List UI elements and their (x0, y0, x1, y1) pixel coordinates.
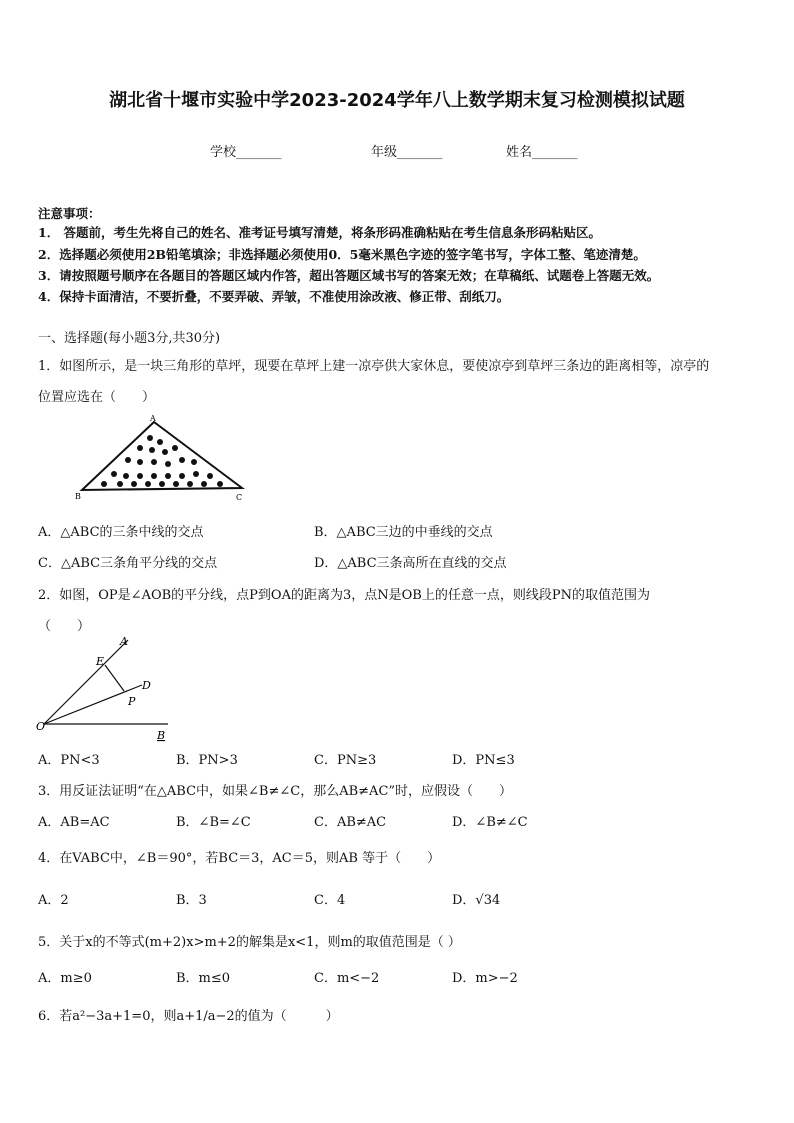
notes-heading: 注意事项： (38, 206, 101, 221)
point-d-label: D (142, 679, 151, 692)
point-e-label: E (96, 655, 105, 668)
q1-option-a[interactable]: A．△ABC的三条中线的交点 (38, 525, 204, 540)
q1-option-c[interactable]: C．△ABC三条角平分线的交点 (38, 556, 218, 571)
q2-stem-cont: （ ） (38, 619, 91, 634)
point-b-label: B (157, 729, 166, 742)
q5-option-b[interactable]: B．m≤0 (176, 971, 231, 986)
note-item: 4．保持卡面清洁，不要折叠，不要弄破、弄皱，不准使用涂改液、修正带、刮纸刀。 (38, 289, 510, 304)
grade-field[interactable]: 年级_______ (371, 145, 443, 160)
note-item: 1． 答题前，考生先将自己的姓名、准考证号填写清楚，将条形码准确粘贴在考生信息条形码粘贴区。 (38, 225, 602, 240)
q2-option-b[interactable]: B．PN>3 (176, 753, 238, 768)
q3-option-b[interactable]: B．∠B=∠C (176, 815, 251, 830)
point-a-label: A (120, 635, 128, 648)
note-item: 2．选择题必须使用2B铅笔填涂；非选择题必须使用0．5毫米黑色字迹的签字笔书写，字体工整、笔迹清楚。 (38, 247, 646, 262)
q2-option-d[interactable]: D．PN≤3 (452, 753, 515, 768)
q2-angle-figure (34, 632, 174, 744)
q3-stem: 3．用反证法证明“在△ABC中，如果∠B≠∠C，那么AB≠AC”时，应假设（ ） (38, 784, 513, 799)
q3-option-a[interactable]: A．AB=AC (38, 815, 110, 830)
q3-option-d[interactable]: D．∠B≠∠C (452, 815, 528, 830)
q5-option-c[interactable]: C．m<−2 (314, 971, 380, 986)
point-p-label: P (128, 695, 136, 708)
page-title: 湖北省十堰市实验中学2023-2024学年八上数学期末复习检测模拟试题 (109, 90, 685, 111)
q5-stem: 5．关于x的不等式(m+2)x>m+2的解集是x<1，则m的取值范围是（ ） (38, 935, 461, 950)
section-heading: 一、选择题(每小题3分,共30分) (38, 331, 221, 346)
q5-option-d[interactable]: D．m>−2 (452, 971, 518, 986)
point-o-label: O (36, 720, 46, 733)
q2-stem: 2．如图，OP是∠AOB的平分线，点P到OA的距离为3，点N是OB上的任意一点，则线段PN的取值范围为 (38, 588, 650, 603)
q1-stem-cont: 位置应选在（ ） (38, 390, 156, 405)
vertex-c-label: C (236, 493, 243, 502)
q1-stem: 1．如图所示，是一块三角形的草坪，现要在草坪上建一凉亭供大家休息，要使凉亭到草坪三条边的距离相等，凉亭的 (38, 359, 710, 374)
q4-option-d[interactable]: D．√34 (452, 893, 501, 908)
q1-triangle-figure (70, 412, 260, 504)
q4-option-a[interactable]: A．2 (38, 893, 69, 908)
q4-stem: 4．在VABC中，∠B＝90°，若BC＝3，AC＝5，则AB 等于（ ） (38, 851, 441, 866)
q2-option-c[interactable]: C．PN≥3 (314, 753, 377, 768)
q2-option-a[interactable]: A．PN<3 (38, 753, 100, 768)
name-field[interactable]: 姓名_______ (506, 145, 578, 160)
vertex-a-label: A (150, 414, 156, 423)
q3-option-c[interactable]: C．AB≠AC (314, 815, 387, 830)
q1-option-b[interactable]: B．△ABC三边的中垂线的交点 (314, 525, 493, 540)
vertex-b-label: B (75, 492, 81, 501)
school-field[interactable]: 学校_______ (210, 145, 282, 160)
q4-option-b[interactable]: B．3 (176, 893, 207, 908)
q4-option-c[interactable]: C．4 (314, 893, 346, 908)
q1-option-d[interactable]: D．△ABC三条高所在直线的交点 (314, 556, 507, 571)
q5-option-a[interactable]: A．m≥0 (38, 971, 92, 986)
q6-stem: 6．若a²−3a+1=0，则a+1/a−2的值为（ ） (38, 1009, 339, 1024)
note-item: 3．请按照题号顺序在各题目的答题区域内作答，超出答题区域书写的答案无效；在草稿纸、试题卷上答题无效。 (38, 268, 660, 283)
